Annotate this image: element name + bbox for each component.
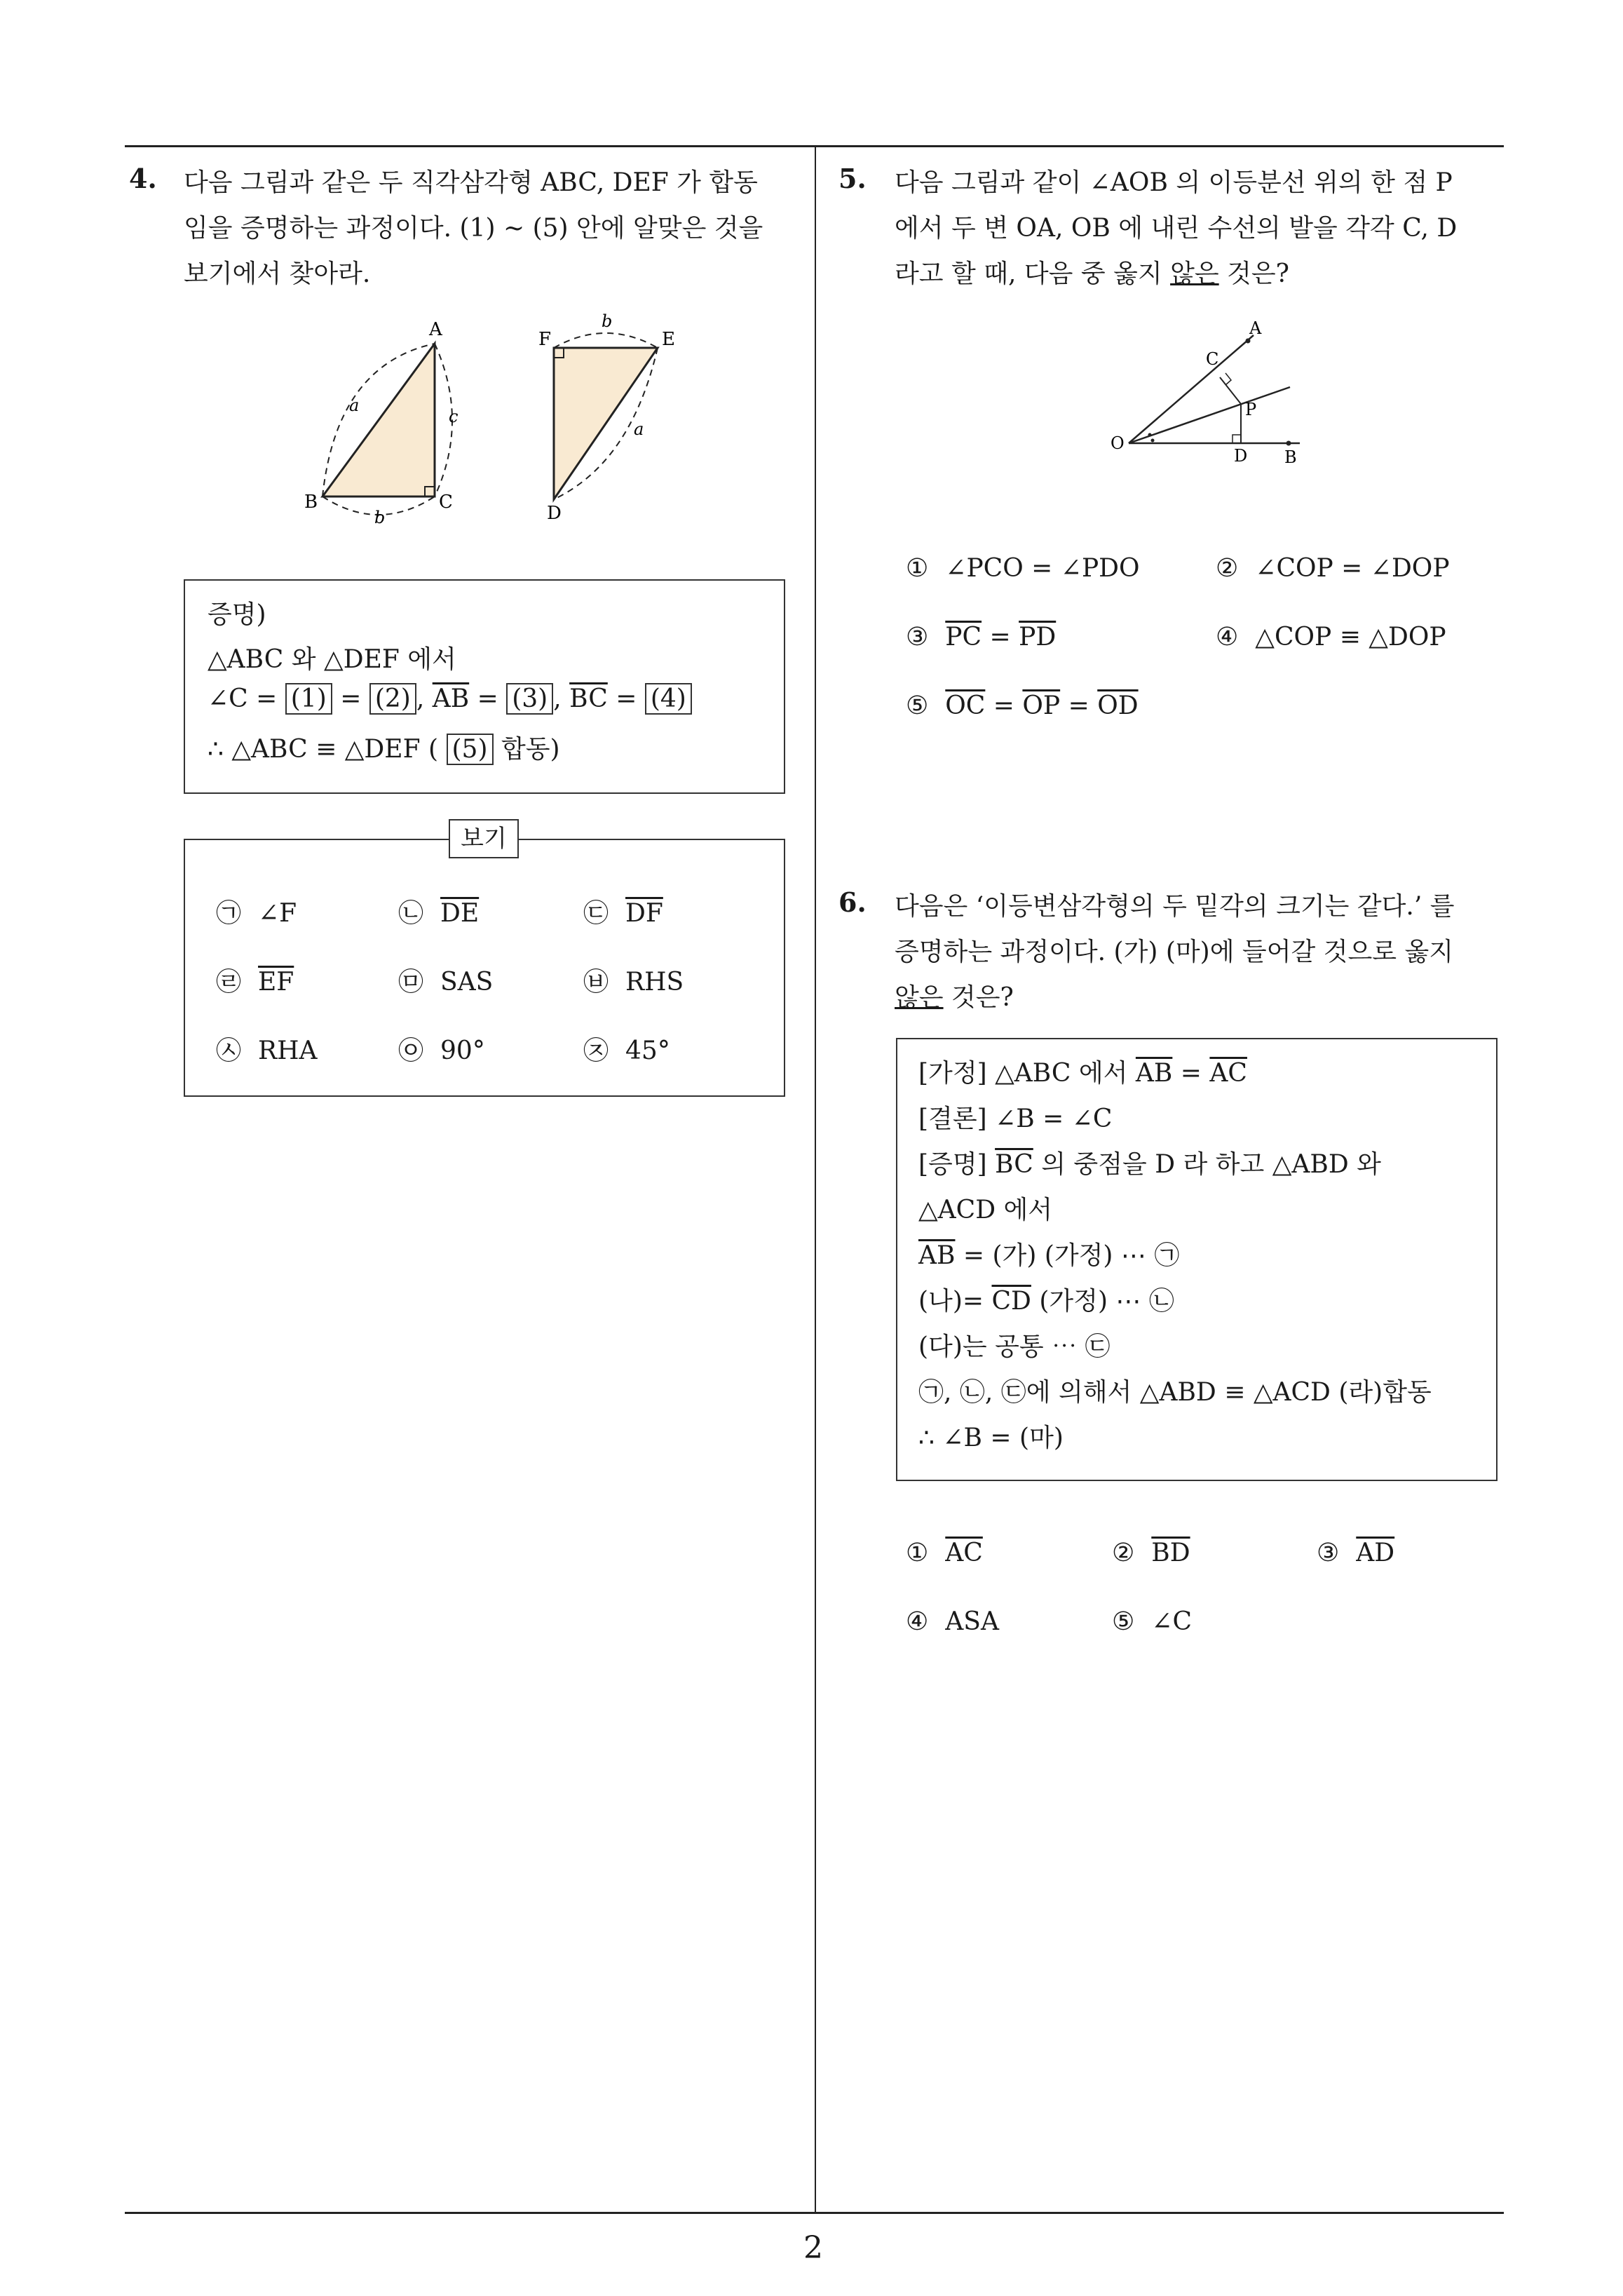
bottom-rule xyxy=(125,2212,1504,2214)
q6-proof-box xyxy=(896,1038,1498,1481)
q6-proof-line-5: $\overline{AB}$ = (가) (가정) ⋯ ㉠ xyxy=(918,1241,1180,1270)
blank-3: (3) xyxy=(506,683,553,715)
q6-proof-line-9: ∴ ∠B = (마) xyxy=(918,1424,1064,1452)
q6-text-line-3: 않은 것은? xyxy=(895,983,1014,1012)
q4-bogi-title: 보기 xyxy=(449,819,519,858)
column-divider xyxy=(815,145,816,2213)
blank-2: (2) xyxy=(369,683,416,715)
bisector-op xyxy=(1129,387,1290,443)
q6-proof-line-1: [가정] △ABC 에서 $\overline{AB} = \overline{AC}$ xyxy=(918,1059,1247,1088)
label-b-left: b xyxy=(374,508,386,527)
angle-mark-2 xyxy=(1151,439,1155,443)
label-C: C xyxy=(439,492,453,513)
q5-number: 5. xyxy=(838,163,867,194)
point-b xyxy=(1286,441,1291,446)
q4-triangles-figure xyxy=(294,309,715,533)
q5-text-line-1: 다음 그림과 같이 ∠AOB 의 이등분선 위의 한 점 P xyxy=(895,168,1453,197)
label-c: c xyxy=(449,407,459,426)
label-a-left: a xyxy=(349,396,360,415)
label-A: A xyxy=(429,319,442,340)
choice-1: ① ∠PCO = ∠PDO xyxy=(906,554,1140,583)
q6-proof-line-8: ㉠, ㉡, ㉢에 의해서 △ABD ≡ △ACD (라)합동 xyxy=(918,1378,1432,1407)
q5-text-line-3: 라고 할 때, 다음 중 옳지 않은 것은? xyxy=(895,259,1289,288)
q5-text xyxy=(895,160,1457,297)
q5-text-line-2: 에서 두 변 OA, OB 에 내린 수선의 발을 각각 C, D xyxy=(895,214,1458,243)
q4-proof-box xyxy=(184,579,785,794)
q6-proof-line-4: △ACD 에서 xyxy=(918,1196,1053,1224)
label-F: F xyxy=(538,329,552,350)
q4-number: 4. xyxy=(129,163,157,194)
blank-5: (5) xyxy=(447,734,494,765)
q6-proof-line-6: (나)= $\overline{CD}$ (가정) ⋯ ㉡ xyxy=(918,1287,1174,1316)
choice-5: ⑤ ∠C xyxy=(1112,1607,1192,1636)
bogi-item: ㉦ RHA xyxy=(216,1036,318,1065)
choice-1: ① $\overline{AC}$ xyxy=(906,1539,983,1567)
q6-text-line-2: 증명하는 과정이다. (가) (마)에 들어갈 것으로 옳지 xyxy=(895,938,1454,966)
label-O: O xyxy=(1111,433,1125,453)
q6-text-line-1: 다음은 ‘이등변삼각형의 두 밑각의 크기는 같다.’ 를 xyxy=(895,892,1455,921)
choice-3: ③ $\overline{AD}$ xyxy=(1317,1539,1395,1567)
choice-2: ② ∠COP = ∠DOP xyxy=(1216,554,1450,583)
point-a xyxy=(1246,339,1251,344)
choice-3: ③ $\overline{PC} = \overline{PD}$ xyxy=(906,623,1057,651)
blank-1: (1) xyxy=(285,683,332,715)
triangle-abc xyxy=(322,344,435,497)
bogi-item: ㉧ 90° xyxy=(398,1036,485,1065)
label-C: C xyxy=(1206,349,1219,369)
q6-proof-line-3: [증명] $\overline{BC}$ 의 중점을 D 라 하고 △ABD 와 xyxy=(918,1150,1381,1179)
label-D: D xyxy=(1234,446,1248,466)
q4-proof-line-3: ∠C = (1) = (2) , $\overline{AB} = (3)$ , $\overline{BC} = (4)$ xyxy=(208,684,692,713)
page-number: 2 xyxy=(803,2230,823,2266)
q4-proof-line-4: ∴ △ABC ≡ △DEF ( (5) 합동) xyxy=(208,735,560,764)
right-angle-c-mark xyxy=(1225,373,1231,385)
q6-proof-line-7: (다)는 공통 ⋯ ㉢ xyxy=(918,1332,1111,1361)
bogi-item: ㉠ ∠F xyxy=(216,899,297,928)
q6-text xyxy=(895,884,1455,1020)
q4-text-line-2: 임을 증명하는 과정이다. (1) ~ (5) 안에 알맞은 것을 xyxy=(184,214,763,243)
label-E: E xyxy=(662,329,675,350)
label-b-right: b xyxy=(602,311,613,331)
label-P: P xyxy=(1245,400,1257,419)
bogi-item: ㉢ $\overline{DF}$ xyxy=(583,899,663,928)
bogi-item: ㉣ $\overline{EF}$ xyxy=(216,968,294,997)
label-A: A xyxy=(1249,318,1262,338)
q4-text-line-3: 보기에서 찾아라. xyxy=(184,259,371,288)
q6-number: 6. xyxy=(838,886,867,918)
label-B: B xyxy=(304,492,318,513)
ray-oa xyxy=(1129,335,1257,443)
choice-5: ⑤ $\overline{OC} = \overline{OP} = \overline{OD}$ xyxy=(906,691,1139,720)
angle-mark-1 xyxy=(1148,433,1152,437)
bogi-item: ㉥ RHS xyxy=(583,968,684,997)
label-B: B xyxy=(1284,447,1297,467)
q5-angle-figure xyxy=(1101,316,1311,477)
right-angle-d xyxy=(1232,435,1241,443)
choice-2: ② $\overline{BD}$ xyxy=(1112,1539,1190,1567)
label-a-right: a xyxy=(634,419,644,439)
bogi-item: ㉨ 45° xyxy=(583,1036,670,1065)
choice-4: ④ △COP ≡ △DOP xyxy=(1216,623,1446,651)
bogi-item: ㉡ $\overline{DE}$ xyxy=(398,899,480,928)
bogi-item: ㉤ SAS xyxy=(398,968,494,997)
q4-proof-title: 증명) xyxy=(208,600,266,629)
blank-4: (4) xyxy=(645,683,692,715)
q4-proof-line-2: △ABC 와 △DEF 에서 xyxy=(208,645,456,674)
label-D: D xyxy=(547,503,562,524)
arc-b-top xyxy=(554,333,658,348)
q4-text-line-1: 다음 그림과 같은 두 직각삼각형 ABC, DEF 가 합동 xyxy=(184,168,758,197)
q6-proof-line-2: [결론] ∠B = ∠C xyxy=(918,1105,1113,1133)
q4-text xyxy=(184,160,763,297)
choice-4: ④ ASA xyxy=(906,1607,999,1636)
